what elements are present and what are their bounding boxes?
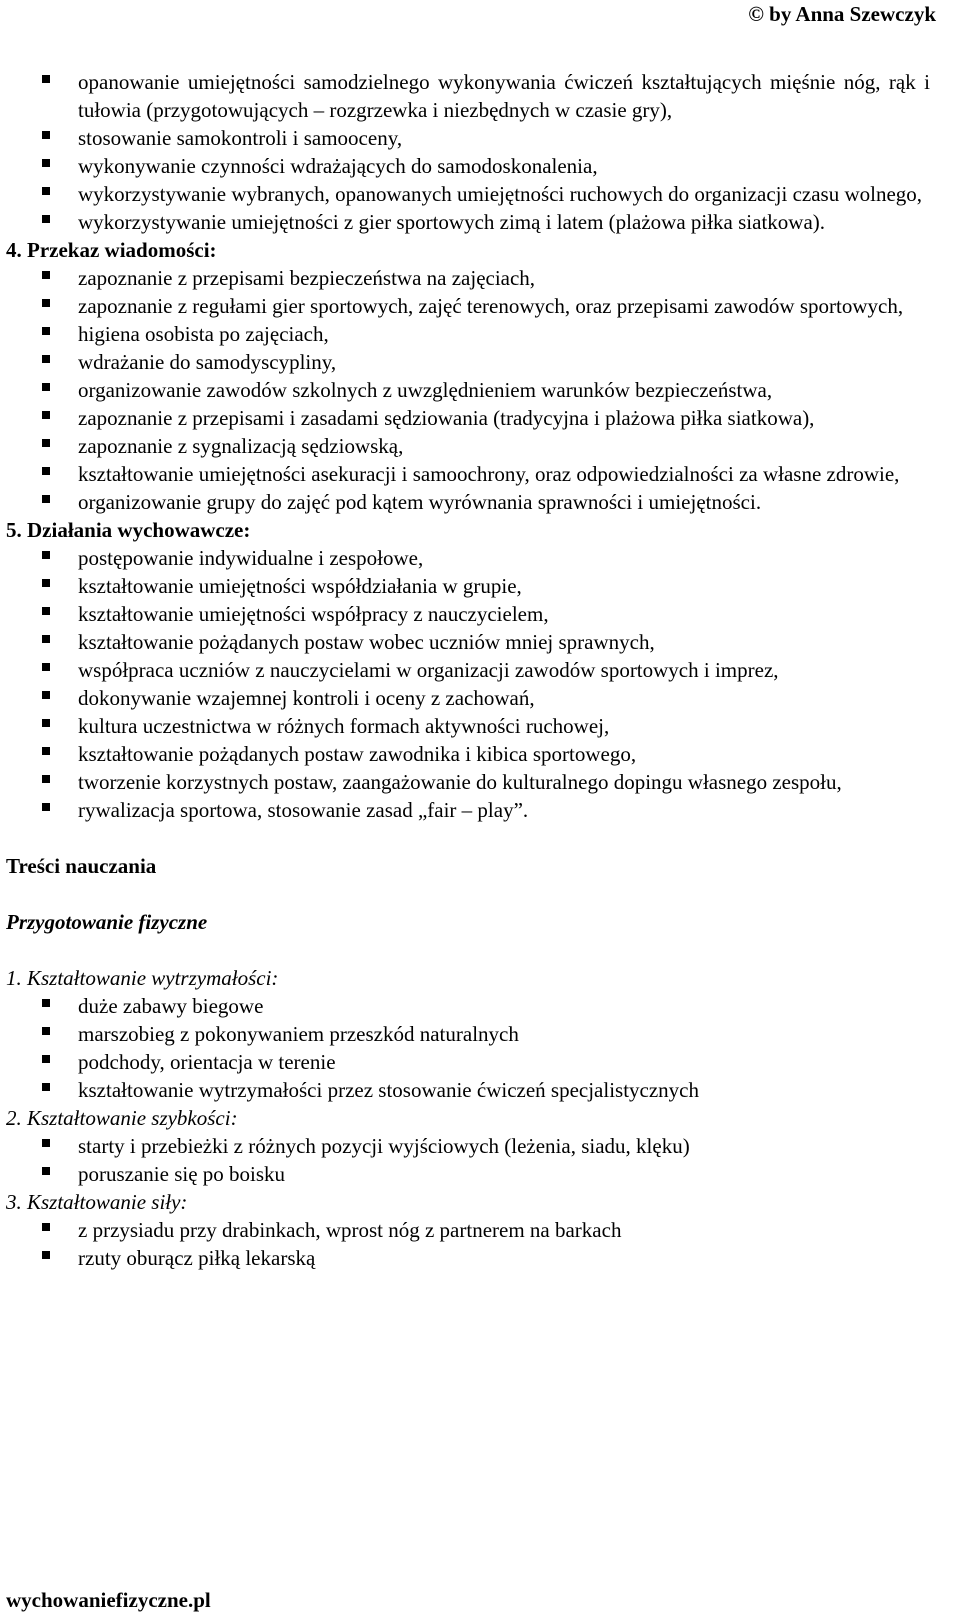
list-item: dokonywanie wzajemnej kontroli i oceny z zachowań, xyxy=(6,684,930,712)
list-item: higiena osobista po zajęciach, xyxy=(6,320,930,348)
list-item: wykorzystywanie umiejętności z gier sportowych zimą i latem (plażowa piłka siatkowa). xyxy=(6,208,930,236)
spacer xyxy=(6,936,930,964)
list-item: opanowanie umiejętności samodzielnego wykonywania ćwiczeń kształtujących mięśnie nóg, rąk i tułowia (przygotowujących – rozgrzewka i niezbędnych w czasie gry), xyxy=(6,68,930,124)
list-item: zapoznanie z przepisami bezpieczeństwa na zajęciach, xyxy=(6,264,930,292)
list-item: wykonywanie czynności wdrażających do samodoskonalenia, xyxy=(6,152,930,180)
list-item: kształtowanie umiejętności współdziałania w grupie, xyxy=(6,572,930,600)
list-item: zapoznanie z regułami gier sportowych, zajęć terenowych, oraz przepisami zawodów sportowych, xyxy=(6,292,930,320)
k2-heading: 2. Kształtowanie szybkości: xyxy=(6,1106,238,1130)
site-footer: wychowaniefizyczne.pl xyxy=(6,1588,211,1612)
list-item: kształtowanie pożądanych postaw wobec uczniów mniej sprawnych, xyxy=(6,628,930,656)
k2-list xyxy=(6,1132,930,1188)
list-item: organizowanie grupy do zajęć pod kątem wyrównania sprawności i umiejętności. xyxy=(6,488,930,516)
document-body xyxy=(6,68,930,1272)
section-4-heading: 4. Przekaz wiadomości: xyxy=(6,238,217,262)
bullet-list-top xyxy=(6,68,930,236)
section-4-list xyxy=(6,264,930,516)
list-item: postępowanie indywidualne i zespołowe, xyxy=(6,544,930,572)
list-item: współpraca uczniów z nauczycielami w organizacji zawodów sportowych i imprez, xyxy=(6,656,930,684)
list-item: poruszanie się po boisku xyxy=(6,1160,930,1188)
k3-heading: 3. Kształtowanie siły: xyxy=(6,1190,188,1214)
list-item: rzuty oburącz piłką lekarską xyxy=(6,1244,930,1272)
list-item: z przysiadu przy drabinkach, wprost nóg z partnerem na barkach xyxy=(6,1216,930,1244)
list-item: wdrażanie do samodyscypliny, xyxy=(6,348,930,376)
k1-list xyxy=(6,992,930,1104)
list-item: zapoznanie z sygnalizacją sędziowską, xyxy=(6,432,930,460)
list-item: wykorzystywanie wybranych, opanowanych umiejętności ruchowych do organizacji czasu wolnego, xyxy=(6,180,930,208)
list-item: tworzenie korzystnych postaw, zaangażowanie do kulturalnego dopingu własnego zespołu, xyxy=(6,768,930,796)
section-5-heading: 5. Działania wychowawcze: xyxy=(6,518,251,542)
list-item: stosowanie samokontroli i samooceny, xyxy=(6,124,930,152)
list-item: zapoznanie z przepisami i zasadami sędziowania (tradycyjna i plażowa piłka siatkowa), xyxy=(6,404,930,432)
copyright-header: © by Anna Szewczyk xyxy=(748,2,936,26)
k1-heading: 1. Kształtowanie wytrzymałości: xyxy=(6,966,279,990)
list-item: kształtowanie pożądanych postaw zawodnika i kibica sportowego, xyxy=(6,740,930,768)
list-item: kształtowanie umiejętności współpracy z nauczycielem, xyxy=(6,600,930,628)
list-item: organizowanie zawodów szkolnych z uwzględnieniem warunków bezpieczeństwa, xyxy=(6,376,930,404)
list-item: marszobieg z pokonywaniem przeszkód naturalnych xyxy=(6,1020,930,1048)
tresci-title: Treści nauczania xyxy=(6,854,157,878)
list-item: kultura uczestnictwa w różnych formach aktywności ruchowej, xyxy=(6,712,930,740)
list-item: starty i przebieżki z różnych pozycji wyjściowych (leżenia, siadu, klęku) xyxy=(6,1132,930,1160)
section-5-list xyxy=(6,544,930,824)
list-item: kształtowanie wytrzymałości przez stosowanie ćwiczeń specjalistycznych xyxy=(6,1076,930,1104)
list-item: rywalizacja sportowa, stosowanie zasad „fair – play”. xyxy=(6,796,930,824)
list-item: duże zabawy biegowe xyxy=(6,992,930,1020)
list-item: kształtowanie umiejętności asekuracji i samoochrony, oraz odpowiedzialności za własne zdrowie, xyxy=(6,460,930,488)
tresci-subtitle: Przygotowanie fizyczne xyxy=(6,910,208,934)
list-item: podchody, orientacja w terenie xyxy=(6,1048,930,1076)
k3-list xyxy=(6,1216,930,1272)
